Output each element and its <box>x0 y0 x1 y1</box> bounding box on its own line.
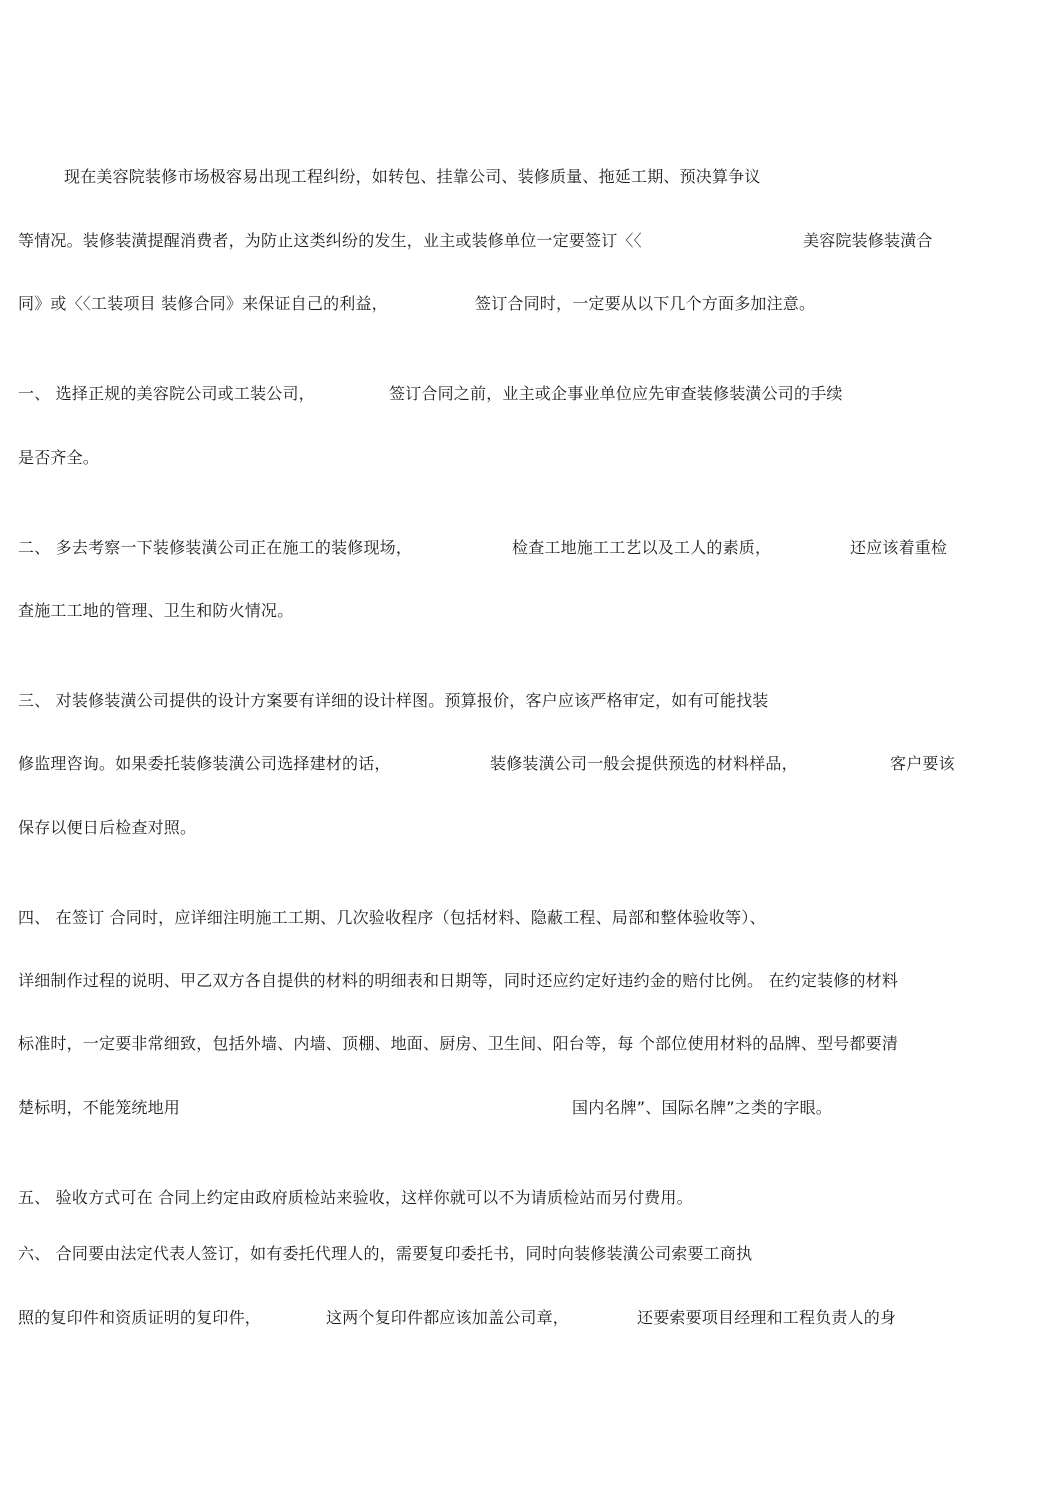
section-1-line-1-part-1: 一、 选择正规的美容院公司或工装公司， <box>18 384 315 403</box>
section-5-line-1: 五、 验收方式可在 合同上约定由政府质检站来验收，这样你就可以不为请质检站而另付费用。 <box>18 1188 693 1207</box>
section-3-line-2-part-3: 客户要该 <box>890 754 955 773</box>
intro-line-3-part-1: 同》或〈〈工装项目 装修合同》来保证自己的利益， <box>18 294 388 313</box>
section-1-line-1-part-2: 签订合同之前，业主或企事业单位应先审查装修装潢公司的手续 <box>389 384 843 403</box>
section-2-line-1-part-2: 检查工地施工工艺以及工人的素质， <box>512 538 772 557</box>
intro-line-2-part-1: 等情况。装修装潢提醒消费者，为防止这类纠纷的发生，业主或装修单位一定要签订〈〈 <box>18 231 642 250</box>
intro-line-3-part-2: 签订合同时，一定要从以下几个方面多加注意。 <box>475 294 816 313</box>
section-4-line-3: 标准时，一定要非常细致，包括外墙、内墙、顶棚、地面、厨房、卫生间、阳台等，每 个部位使用材料的品牌、型号都要清 <box>18 1034 899 1053</box>
section-4-line-4-part-2: 国内名牌”、国际名牌”之类的字眼。 <box>572 1098 832 1117</box>
section-1-line-2: 是否齐全。 <box>18 448 100 467</box>
section-2-line-2: 查施工工地的管理、卫生和防火情况。 <box>18 601 294 620</box>
section-6-line-2-part-3: 还要索要项目经理和工程负责人的身 <box>637 1308 897 1327</box>
section-3-line-1: 三、 对装修装潢公司提供的设计方案要有详细的设计样图。预算报价，客户应该严格审定，如有可能找装 <box>18 691 769 710</box>
section-6-line-2-part-2: 这两个复印件都应该加盖公司章， <box>326 1308 570 1327</box>
section-2-line-1-part-3: 还应该着重检 <box>850 538 948 557</box>
section-3-line-2-part-2: 装修装潢公司一般会提供预选的材料样品， <box>490 754 798 773</box>
section-3-line-3: 保存以便日后检查对照。 <box>18 818 197 837</box>
section-6-line-2-part-1: 照的复印件和资质证明的复印件， <box>18 1308 262 1327</box>
section-2-line-1-part-1: 二、 多去考察一下装修装潢公司正在施工的装修现场， <box>18 538 413 557</box>
intro-line-2-part-2: 美容院装修装潢合 <box>803 231 933 250</box>
section-4-line-2: 详细制作过程的说明、甲乙双方各自提供的材料的明细表和日期等，同时还应约定好违约金的赔付比例。 在约定装修的材料 <box>18 971 899 990</box>
section-3-line-2-part-1: 修监理咨询。如果委托装修装潢公司选择建材的话， <box>18 754 391 773</box>
section-6-line-1: 六、 合同要由法定代表人签订，如有委托代理人的，需要复印委托书，同时向装修装潢公司索要工商执 <box>18 1244 753 1263</box>
intro-line-1: 现在美容院装修市场极容易出现工程纠纷，如转包、挂靠公司、装修质量、拖延工期、预决算争议 <box>64 167 761 186</box>
section-4-line-1: 四、 在签订 合同时，应详细注明施工工期、几次验收程序（包括材料、隐蔽工程、局部和整体验收等）、 <box>18 908 766 927</box>
section-4-line-4-part-1: 楚标明，不能笼统地用 <box>18 1098 181 1117</box>
